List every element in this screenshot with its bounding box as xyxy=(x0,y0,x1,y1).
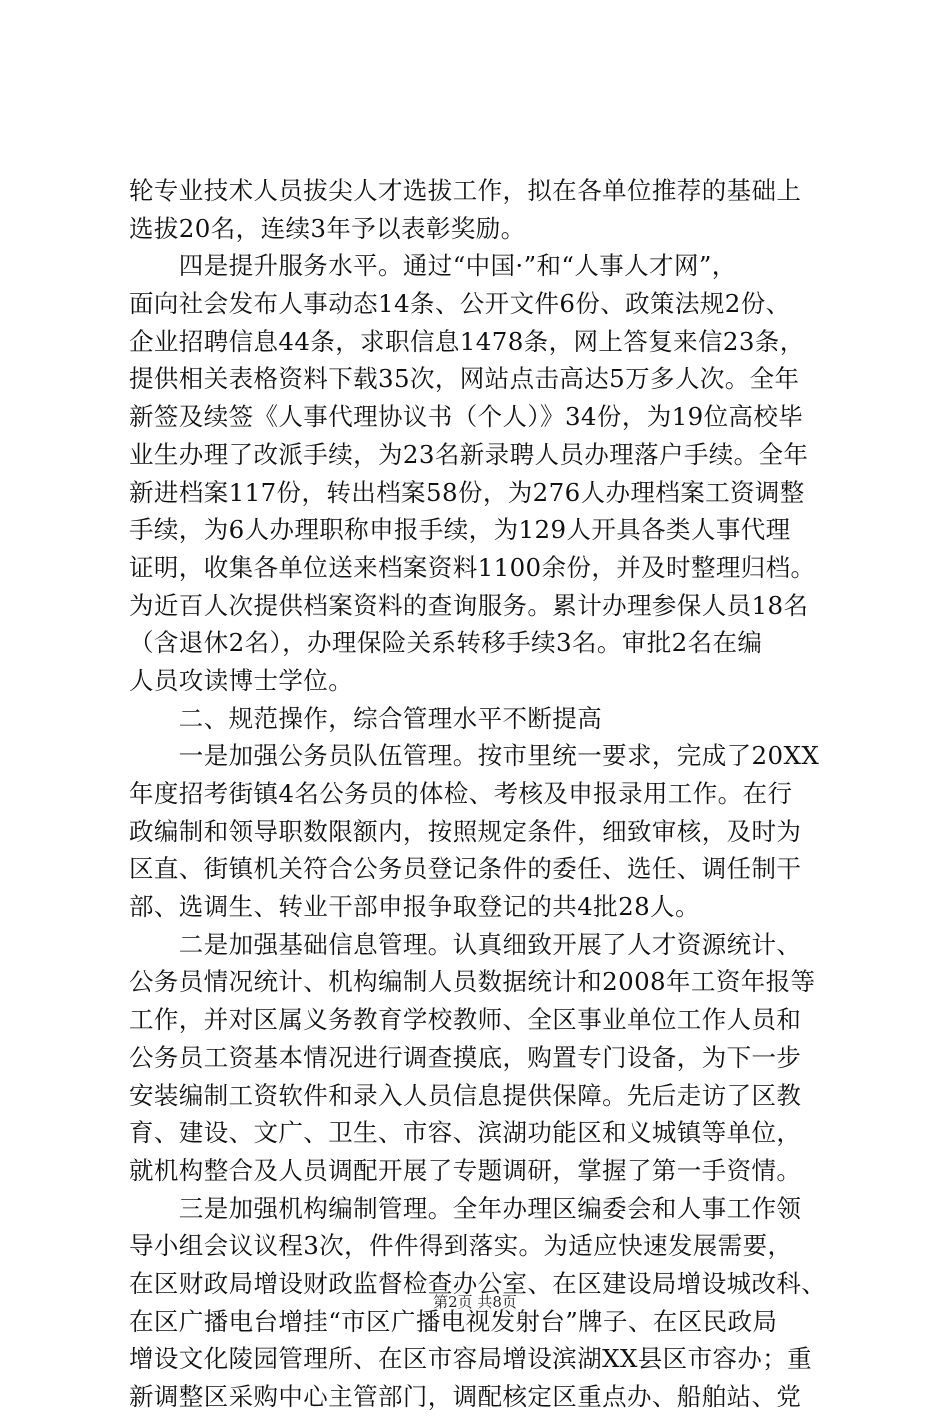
text-line: 一是加强公务员队伍管理。按市里统一要求，完成了20XX xyxy=(129,741,820,771)
text-line: 四是提升服务水平。通过“中国·”和“人事人才网”， xyxy=(129,251,737,281)
text-line: 增设文化陵园管理所、在区市容局增设滨湖XX县区市容办；重 xyxy=(129,1344,813,1374)
text-line: 部、选调生、转业干部申报争取登记的共4批28人。 xyxy=(129,892,700,922)
text-line: 三是加强机构编制管理。全年办理区编委会和人事工作领 xyxy=(129,1193,802,1223)
text-line: 二是加强基础信息管理。认真细致开展了人才资源统计、 xyxy=(129,929,802,959)
text-line: 证明，收集各单位送来档案资料1100余份，并及时整理归档。 xyxy=(129,552,816,582)
text-line: 在区财政局增设财政监督检查办公室、在区建设局增设城改科、 xyxy=(129,1268,827,1298)
text-line: 为近百人次提供档案资料的查询服务。累计办理参保人员18名 xyxy=(129,590,809,620)
page-number: 第2页 共8页 xyxy=(433,1293,517,1311)
text-line: 在区广播电台增挂“市区广播电视发射台”牌子、在区民政局 xyxy=(129,1306,778,1336)
text-line: 公务员工资基本情况进行调查摸底，购置专门设备，为下一步 xyxy=(129,1042,802,1072)
text-line: 手续，为6人办理职称申报手续，为129人开具各类人事代理 xyxy=(129,515,791,545)
text-line: 就机构整合及人员调配开展了专题调研，掌握了第一手资情。 xyxy=(129,1155,802,1185)
text-line: 区直、街镇机关符合公务员登记条件的委任、选任、调任制干 xyxy=(129,854,802,884)
document-body xyxy=(129,172,829,1416)
text-line: 业生办理了改派手续，为23名新录聘人员办理落户手续。全年 xyxy=(129,439,809,469)
text-line: 选拔20名，连续3年予以表彰奖励。 xyxy=(129,213,526,243)
text-line: 工作，并对区属义务教育学校教师、全区事业单位工作人员和 xyxy=(129,1005,802,1035)
section-heading: 二、规范操作，综合管理水平不断提高 xyxy=(129,703,603,733)
text-line: 年度招考街镇4名公务员的体检、考核及申报录用工作。在行 xyxy=(129,779,793,808)
text-line: 新签及续签《人事代理协议书（个人）》34份，为19位高校毕 xyxy=(129,402,804,432)
text-line: 政编制和领导职数限额内，按照规定条件，细致审核，及时为 xyxy=(129,816,802,846)
text-line: 提供相关表格资料下载35次，网站点击高达5万多人次。全年 xyxy=(129,364,800,394)
text-line: 公务员情况统计、机构编制人员数据统计和2008年工资年报等 xyxy=(129,967,816,997)
text-line: 导小组会议议程3次，件件得到落实。为适应快速发展需要， xyxy=(129,1231,793,1261)
text-line: 新调整区采购中心主管部门，调配核定区重点办、船舶站、党 xyxy=(129,1382,802,1411)
page-footer xyxy=(0,1291,950,1312)
text-line: （含退休2名），办理保险关系转移手续3名。审批2名在编 xyxy=(129,628,763,658)
text-line: 面向社会发布人事动态14条、公开文件6份、政策法规2份、 xyxy=(129,289,791,319)
text-line: 人员攻读博士学位。 xyxy=(129,665,354,695)
text-line: 轮专业技术人员拔尖人才选拔工作，拟在各单位推荐的基础上 xyxy=(129,176,802,205)
text-line: 安装编制工资软件和录入人员信息提供保障。先后走访了区教 xyxy=(129,1080,802,1110)
text-line: 企业招聘信息44条，求职信息1478条，网上答复来信23条， xyxy=(129,326,805,356)
text-line: 育、建设、文广、卫生、市容、滨湖功能区和义城镇等单位， xyxy=(129,1118,802,1148)
text-line: 新进档案117份，转出档案58份，为276人办理档案工资调整 xyxy=(129,477,805,507)
